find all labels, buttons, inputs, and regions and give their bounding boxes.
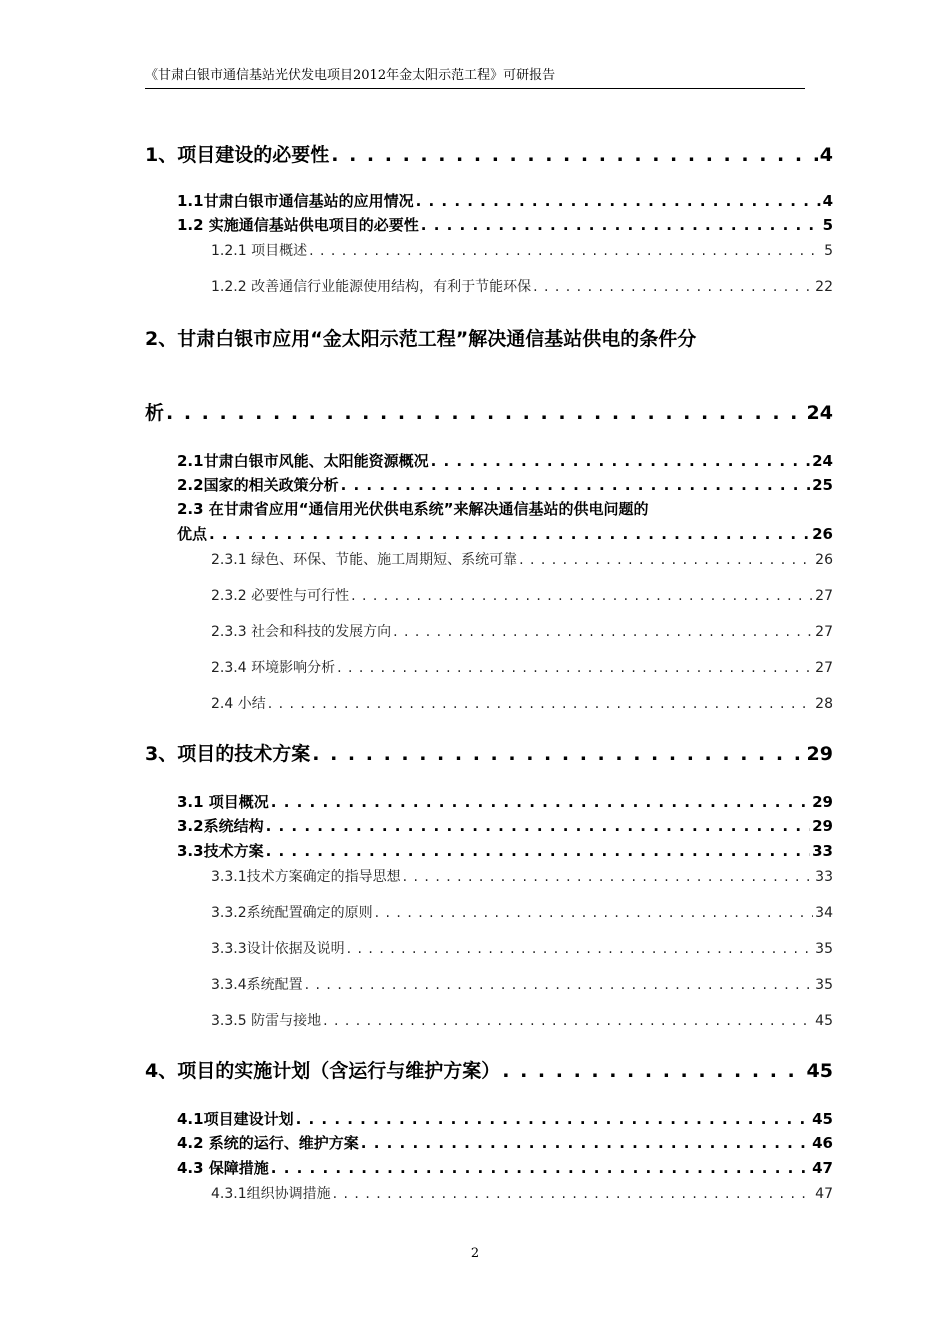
dot-leader	[266, 817, 811, 835]
dot-leader	[296, 1110, 811, 1128]
toc-entry-title: 3.2系统结构	[177, 817, 264, 835]
dot-leader	[519, 552, 813, 568]
toc-page-number: 47	[815, 1186, 833, 1202]
toc-entry-title: 3.3.1技术方案确定的指导思想	[211, 869, 401, 885]
toc-entry-title: 3.3.2系统配置确定的原则	[211, 905, 373, 921]
dot-leader	[341, 476, 811, 494]
toc-entry-title: 2.3.3 社会和科技的发展方向	[211, 624, 392, 640]
toc-entry-2-3-3[interactable]	[211, 621, 833, 641]
dot-leader	[361, 1134, 810, 1152]
toc-entry-title: 1.1甘肃白银市通信基站的应用情况	[177, 192, 414, 210]
toc-page-number: 47	[812, 1159, 833, 1177]
toc-entry-2[interactable]	[145, 398, 833, 425]
toc-entry-2-3-2[interactable]	[211, 585, 833, 605]
toc-page-number: 25	[812, 476, 833, 494]
toc-page-number: 33	[812, 842, 833, 860]
toc-entry-title: 1.2.2 改善通信行业能源使用结构，有利于节能环保	[211, 279, 532, 295]
toc-entry-title: 4.1项目建设计划	[177, 1110, 294, 1128]
toc-entry-4-3-1[interactable]	[211, 1183, 833, 1203]
toc-entry-title: 3.3技术方案	[177, 842, 264, 860]
toc-page-number: 29	[812, 793, 833, 811]
toc-entry-1[interactable]	[145, 140, 833, 167]
toc-entry-1-2-1[interactable]	[211, 240, 833, 260]
toc-entry-title: 3.3.3设计依据及说明	[211, 941, 345, 957]
dot-leader	[351, 588, 813, 604]
running-header: 《甘肃白银市通信基站光伏发电项目2012年金太阳示范工程》可研报告	[145, 66, 805, 89]
toc-page-number: 45	[806, 1060, 833, 1082]
toc-page-number: 4	[819, 144, 833, 166]
toc-page-number: 26	[815, 552, 833, 568]
toc-entry-title: 2.1甘肃白银市风能、太阳能资源概况	[177, 452, 429, 470]
toc-entry-title: 2.3.4 环境影响分析	[211, 660, 336, 676]
dot-leader	[309, 243, 822, 259]
toc-entry-title: 4.3 保障措施	[177, 1159, 269, 1177]
toc-page-number: 24	[806, 402, 833, 424]
toc-page-number: 27	[815, 588, 833, 604]
toc-entry-3-3-3[interactable]	[211, 938, 833, 958]
dot-leader	[347, 941, 814, 957]
toc-entry-2-3-1[interactable]	[211, 549, 833, 569]
toc-entry-3-1[interactable]	[177, 791, 833, 812]
toc-page-number: 26	[812, 525, 833, 543]
toc-entry-title: 优点	[177, 525, 208, 543]
toc-entry-2-3-4[interactable]	[211, 657, 833, 677]
dot-leader	[271, 1159, 810, 1177]
toc-page-number: 45	[812, 1110, 833, 1128]
toc-page-number: 28	[815, 696, 833, 712]
toc-entry-title: 4.3.1组织协调措施	[211, 1186, 331, 1202]
toc-entry-title: 2.3.2 必要性与可行性	[211, 588, 350, 604]
toc-entry-3-3-1[interactable]	[211, 866, 833, 886]
toc-entry-2-3[interactable]	[177, 523, 833, 544]
dot-leader	[403, 869, 814, 885]
toc-entry-title: 3、项目的技术方案	[145, 743, 311, 765]
toc-entry-2-2[interactable]	[177, 474, 833, 495]
toc-entry-4[interactable]	[145, 1056, 833, 1083]
dot-leader	[333, 1186, 814, 1202]
toc-entry-title: 3.1 项目概况	[177, 793, 269, 811]
dot-leader	[431, 452, 811, 470]
dot-leader	[266, 842, 811, 860]
toc-entry-4-3[interactable]	[177, 1157, 833, 1178]
dot-leader	[393, 624, 813, 640]
toc-page-number: 35	[815, 941, 833, 957]
dot-leader	[421, 216, 821, 234]
toc-page-number: 46	[812, 1134, 833, 1152]
toc-page-number: 29	[806, 743, 833, 765]
dot-leader	[268, 696, 813, 712]
toc-entry-2-title-line: 2、甘肃白银市应用“金太阳示范工程”解决通信基站供电的条件分	[145, 328, 697, 350]
toc-page-number: 5	[824, 243, 833, 259]
toc-page-number: 35	[815, 977, 833, 993]
toc-page-number: 5	[822, 216, 833, 234]
toc-page-number: 29	[812, 817, 833, 835]
toc-entry-title: 4.2 系统的运行、维护方案	[177, 1134, 359, 1152]
toc-entry-4-1[interactable]	[177, 1108, 833, 1129]
toc-entry-2-1[interactable]	[177, 450, 833, 471]
dot-leader	[305, 977, 814, 993]
toc-entry-title: 1.2.1 项目概述	[211, 243, 308, 259]
toc-entry-title: 2.4 小结	[211, 696, 266, 712]
dot-leader	[312, 743, 804, 765]
dot-leader	[209, 525, 810, 543]
dot-leader	[323, 1013, 813, 1029]
toc-entry-3[interactable]	[145, 739, 833, 766]
dot-leader	[166, 402, 805, 424]
toc-page-number: 27	[815, 624, 833, 640]
toc-entry-title: 4、项目的实施计划（含运行与维护方案）	[145, 1060, 501, 1082]
toc-entry-title: 2.2国家的相关政策分析	[177, 476, 339, 494]
toc-entry-title: 1.2 实施通信基站供电项目的必要性	[177, 216, 419, 234]
toc-entry-3-2[interactable]	[177, 815, 833, 836]
toc-page-number: 33	[815, 869, 833, 885]
toc-entry-title: 1、项目建设的必要性	[145, 144, 330, 166]
toc-entry-1-2-2[interactable]	[211, 276, 833, 296]
toc-entry-1-1[interactable]	[177, 190, 833, 211]
toc-entry-3-3-2[interactable]	[211, 902, 833, 922]
toc-entry-4-2[interactable]	[177, 1132, 833, 1153]
toc-entry-2-3-title-line: 2.3 在甘肃省应用“通信用光伏供电系统”来解决通信基站的供电问题的	[177, 500, 649, 518]
dot-leader	[271, 793, 810, 811]
toc-page-number: 34	[815, 905, 833, 921]
toc-entry-3-3-5[interactable]	[211, 1010, 833, 1030]
page-number: 2	[470, 1246, 480, 1261]
dot-leader	[337, 660, 813, 676]
toc-page-number: 27	[815, 660, 833, 676]
toc-page-number: 45	[815, 1013, 833, 1029]
dot-leader	[416, 192, 821, 210]
toc-entry-title: 3.3.5 防雷与接地	[211, 1013, 322, 1029]
dot-leader	[375, 905, 814, 921]
dot-leader	[331, 144, 818, 166]
dot-leader	[533, 279, 813, 295]
toc-entry-1-2[interactable]	[177, 214, 833, 235]
toc-page-number: 4	[822, 192, 833, 210]
toc-entry-title: 3.3.4系统配置	[211, 977, 303, 993]
dot-leader	[502, 1060, 804, 1082]
toc-entry-title: 2.3.1 绿色、环保、节能、施工周期短、系统可靠	[211, 552, 518, 568]
toc-page-number: 22	[815, 279, 833, 295]
toc-page-number: 24	[812, 452, 833, 470]
toc-entry-title: 析	[145, 402, 165, 424]
toc-entry-3-3-4[interactable]	[211, 974, 833, 994]
toc-entry-3-3[interactable]	[177, 840, 833, 861]
toc-entry-2-4[interactable]	[211, 693, 833, 713]
